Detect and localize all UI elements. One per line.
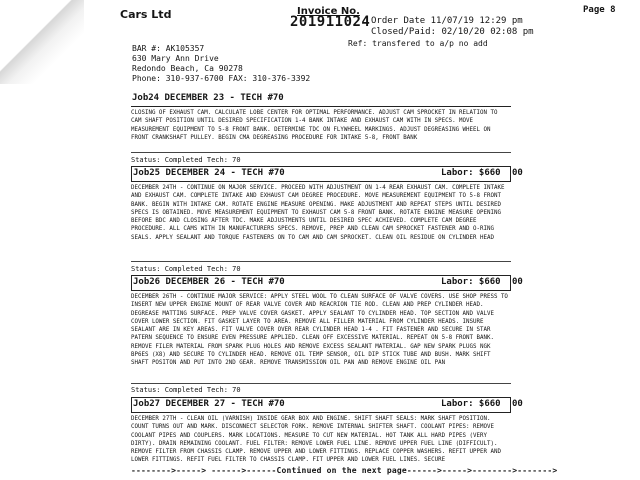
job-title: Job25 DECEMBER 24 - TECH #70: [133, 168, 285, 178]
divider: [131, 261, 511, 262]
phone-fax: Phone: 310-937-6700 FAX: 310-376-3392: [132, 74, 311, 83]
job-description: DECEMBER 24TH - CONTINUE ON MAJOR SERVICE. PROCEED WITH ADJUSTMENT ON 1-4 REAR EXHAUST CAM. COMPLETE INTAKE AND EXHAUST CAM. COMPLETE INTAKE AND EXHAUST CAM DEGREE PROCEDURE. MOVE MEASUREMENT EQUIPMENT TO 5-8 FRONT BANK. BEGIN WITH INTAKE CAM. ROTATE ENGINE MEASURE OPENING. MAKE ADJUSTMENT AND REPEAT STEPS UNTIL DESIRED SPECS IS OBTAINED. MOVE MEASUREMENT EQUIPMENT TO EXHAUST CAM 5-8 FRONT BANK. ROTATE ENGINE MEASURE OPENING BEFORE BDC AND CLOSING AFTER TDC. MAKE ADJUSTMENTS UNTIL DESIRED SPEC ACHIEVED. COMPLETE CAM DEGREE PROCEDURE. ALL CAMS WITH IN MANUFACTURERS SPECS. REMOVE, PREP AND CLEAN CAM SPROCKET FASTENER AND O-RING SEALS. APPLY SEALANT AND TORQUE FASTENERS ON TO CAM AND CAM SPROCKET. CLEAN OIL RESIDUE ON CYLINDER HEAD: [131, 185, 505, 241]
job-title: Job27 DECEMBER 27 - TECH #70: [133, 399, 285, 409]
job-status: Status: Completed Tech: 70: [131, 265, 241, 273]
job-header: [131, 92, 511, 107]
labor-amount: Labor: $660: [441, 277, 501, 287]
job-block: [131, 166, 523, 242]
bar-number: BAR #: AK105357: [132, 44, 205, 53]
closed-paid-date: Closed/Paid: 02/10/20 02:08 pm: [371, 27, 534, 37]
divider: [131, 383, 511, 384]
job-header: [131, 397, 523, 413]
address-line-2: Redondo Beach, Ca 90278: [132, 64, 243, 73]
divider: [131, 152, 511, 153]
page-curl: [0, 0, 84, 84]
labor-amount: Labor: $660: [441, 399, 501, 409]
company-name: Cars Ltd: [120, 8, 172, 21]
job-status: Status: Completed Tech: 70: [131, 156, 241, 164]
continued-notice: -------->-----> ------>------Continued on the next page------>----->-------->------->: [131, 466, 558, 475]
labor-cents: 00: [512, 399, 523, 409]
invoice-label: Invoice No.: [297, 6, 360, 17]
order-date: Order Date 11/07/19 12:29 pm: [371, 16, 523, 26]
reference: Ref: transfered to a/p no add: [348, 39, 488, 48]
job-description: DECEMBER 26TH - CONTINUE MAJOR SERVICE: APPLY STEEL WOOL TO CLEAN SURFACE OF VALVE COVERS. USE SHOP PRESS TO INSERT NEW UPPER ENGINE MOUNT OF REAR VALVE COVER AND REACRION TIE ROD. CLEAN AND PREP CYLINDER HEAD. DEGREASE MATTING SURFACE. PREP VALVE COVER GASKET. APPLY SEALANT TO CYLINDER HEAD. TOP SECTION AND VALVE COVER LOWER SECTION. FIT GASKET LAYER TO AREA. REMOVE ALL FILLER MATERIAL FROM CYLINDER HEADS. INSURE SEALANT ARE IN KEY AREAS. FIT VALVE COVER OVER REAR CYLINDER HEAD 1-4 . FIT FASTENER AND SECURE IN STAR PATERN SEQUENCE TO ENSURE EVEN PRESSURE APPLIED. CLEAN OFF EXCESSIVE MATERIAL. REPEAT ON 5-8 FRONT BANK. REMOVE FILER MATERIAL FROM SPARK PLUG HOLES AND REMOVE EXCESS SEALANT MATERIAL. GAP NEW SPARK PLUGS NGK BP6ES (X8) AND SECURE TO CYLINDER HEAD. REMOVE OIL TEMP SENSOR, OIL DIP STICK TUBE AND BUSH. MARK SHIFT SHAFT POSITON AND PUT INTO 2ND GEAR. REMOVE TRANSMISSION OIL PAN AND REMOVE ENGINE OIL PAN: [131, 294, 508, 367]
labor-cents: 00: [512, 277, 523, 287]
labor-amount: Labor: $660: [441, 168, 501, 178]
address-line-1: 630 Mary Ann Drive: [132, 54, 219, 63]
invoice-number: 201911024: [290, 14, 371, 30]
job-header: [131, 166, 523, 182]
job-title: Job26 DECEMBER 26 - TECH #70: [133, 277, 285, 287]
job-title: Job24 DECEMBER 23 - TECH #70: [132, 93, 284, 103]
labor-cents: 00: [512, 168, 523, 178]
job-description: CLOSING OF EXHAUST CAM. CALCULATE LOBE CENTER FOR OPTIMAL PERFORMANCE. ADJUST CAM SPROCKET IN RELATION TO CAM SHAFT POSITION UNTIL DESIRED SPECIFICATION 1-4 BANK INTAKE AND EXHAUST CAM WITH IN SPECS. MOVE MEASUREMENT EQUIPMENT TO 5-8 FRONT BANK. DETERMINE TDC ON FLYWHEEL MARKINGS. ADJUST DEGREASING WHEEL ON FRONT CRANKSHAFT PULLEY. BEGIN CMA DEGREASING PROCEDURE FOR INTAKE 5-8, FRONT BANK: [131, 110, 498, 141]
job-block: [131, 275, 523, 368]
job-header: [131, 275, 523, 291]
job-block: [131, 397, 523, 465]
job-status: Status: Completed Tech: 70: [131, 386, 241, 394]
page-number: Page 8: [583, 5, 616, 15]
job-block: [131, 92, 511, 142]
job-description: DECEMBER 27TH - CLEAN OIL (VARNISH) INSIDE GEAR BOX AND ENGINE. SHIFT SHAFT SEALS: MARK SHAFT POSITION. COUNT TURNS OUT AND MARK. DISCONNECT SELECTOR FORK. REMOVE INTERNAL SHIFTER SHAFT. COOLANT PIPES: REMOVE COOLANT PIPES AND COUPLERS. MARK LOCATIONS. MEASURE TO CUT NEW MATERIAL. HOT TANK ALL HARD PIPES (VERY DIRTY). DRAIN REMAINING COOLANT. FUEL FILTER: REMOVE LOWER FUEL LINE. REMOVE UPPER FUEL LINE (DIFFICULT). REMOVE FILTER FROM CHASSIS CLAMP. REMOVE UPPER AND LOWER FITTINGS. REPLACE COPPER WASHERS. REFIT UPPER AND LOWER FITTINGS. REFIT FUEL FILTER TO CHASSIS CLAMP. FIT UPPER AND LOWER FUEL LINES. SECURE: [131, 416, 501, 464]
